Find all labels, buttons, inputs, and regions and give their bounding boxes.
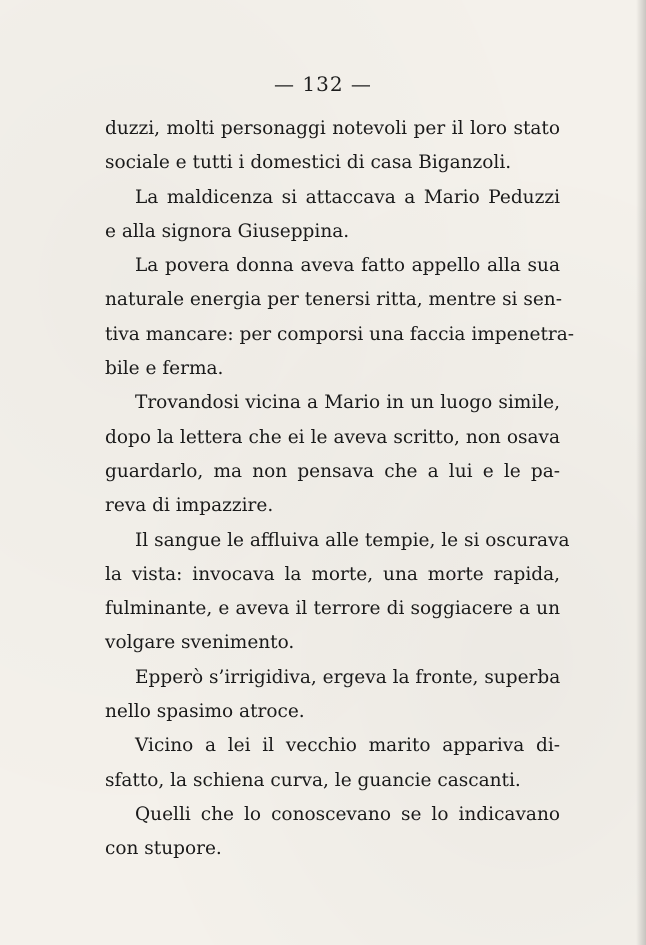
text-line: La povera donna aveva fatto appello alla sua	[135, 255, 560, 277]
text-line: sociale e tutti i domestici di casa Biganzoli.	[105, 152, 512, 174]
text-line: dopo la lettera che ei le aveva scritto, non osava	[105, 426, 560, 448]
text-line: Vicino a lei il vecchio marito appariva di-	[135, 735, 560, 757]
text-line: la vista: invocava la morte, una morte rapida,	[105, 563, 560, 585]
text-line: nello spasimo atroce.	[105, 701, 305, 723]
text-line: Trovandosi vicina a Mario in un luogo simile,	[135, 392, 560, 414]
body-text	[105, 112, 575, 867]
text-line: volgare svenimento.	[105, 632, 295, 654]
text-line: con stupore.	[105, 838, 222, 860]
text-line: Epperò s’irrigidiva, ergeva la fronte, superba	[135, 666, 561, 688]
text-line: La maldicenza si attaccava a Mario Peduzzi	[135, 186, 560, 208]
text-line: bile e ferma.	[105, 358, 224, 380]
text-line: Il sangue le affluiva alle tempie, le si oscurava	[135, 529, 570, 551]
text-line: reva di impazzire.	[105, 495, 274, 517]
text-line: naturale energia per tenersi ritta, mentre si sen-	[105, 289, 562, 311]
page-number: — 132 —	[274, 72, 372, 96]
text-line: e alla signora Giuseppina.	[105, 220, 350, 242]
text-line: Quelli che lo conoscevano se lo indicavano	[135, 803, 560, 825]
text-line: tiva mancare: per comporsi una faccia impenetra-	[105, 323, 575, 345]
text-line: guardarlo, ma non pensava che a lui e le pa-	[105, 460, 560, 482]
text-line: duzzi, molti personaggi notevoli per il loro stato	[105, 118, 560, 139]
text-line: fulminante, e aveva il terrore di soggiacere a un	[105, 598, 560, 620]
text-line: sfatto, la schiena curva, le guancie cascanti.	[105, 769, 521, 791]
page-edge-shadow	[636, 0, 646, 945]
